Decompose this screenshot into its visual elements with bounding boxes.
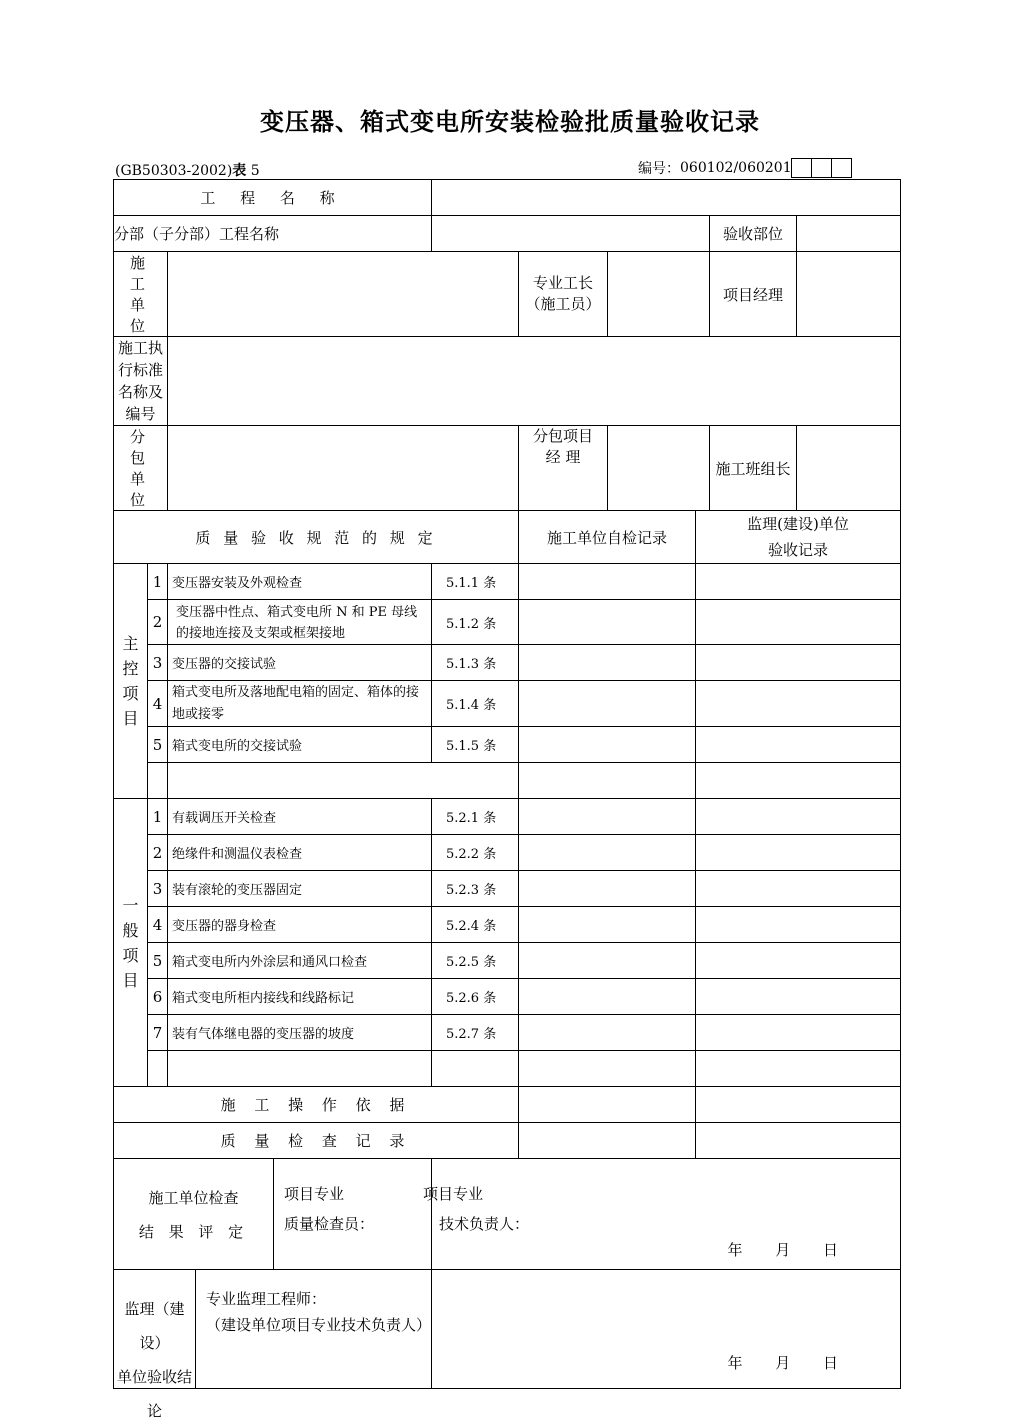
main-item-text: 变压器中性点、箱式变电所 N 和 PE 母线的接地连接及支架或框架接地 (168, 600, 432, 645)
sub-pm-value[interactable] (608, 426, 710, 511)
page-title: 变压器、箱式变电所安装检验批质量验收记录 (260, 108, 760, 136)
general-item-no: 5 (148, 943, 168, 979)
standard-prefix: (GB50303-2002) (115, 163, 233, 179)
general-item-clause: 5.2.2 条 (432, 835, 519, 871)
general-item-text: 装有气体继电器的变压器的坡度 (168, 1015, 432, 1051)
main-item-supervision[interactable] (696, 763, 901, 799)
standard-label (114, 337, 168, 426)
general-char-2: 般 (122, 920, 139, 940)
subcontractor-label: 分 包 单 位 (114, 426, 168, 511)
foreman-label (519, 252, 608, 337)
main-item-self-check[interactable] (519, 681, 696, 727)
code-box-3[interactable] (831, 158, 852, 178)
main-control-char-4: 目 (122, 709, 139, 728)
main-control-char-3: 项 (122, 684, 139, 703)
general-item-clause: 5.2.3 条 (432, 871, 519, 907)
code-box-2[interactable] (811, 158, 832, 178)
contractor-eval-date: 年 月 日 (727, 1241, 853, 1259)
general-char-3: 项 (122, 945, 139, 965)
main-item-text: 箱式变电所及落地配电箱的固定、箱体的接地或接零 (168, 681, 432, 727)
general-item-clause: 5.2.6 条 (432, 979, 519, 1015)
foreman-value[interactable] (608, 252, 710, 337)
construction-unit-label: 施 工 单 位 (114, 252, 168, 337)
general-item-clause: 5.2.5 条 (432, 943, 519, 979)
main-item-no-blank (148, 763, 168, 799)
acceptance-part-value[interactable] (797, 216, 901, 252)
project-manager-label: 项目经理 (710, 252, 797, 337)
main-item-clause: 5.1.5 条 (432, 727, 519, 763)
general-item-clause: 5.2.7 条 (432, 1015, 519, 1051)
supervision-eval-label (114, 1270, 196, 1420)
supervision-header-2: 验收记录 (768, 541, 829, 559)
contractor-eval-label (114, 1159, 274, 1269)
general-char-1: 一 (122, 895, 139, 915)
general-item-clause: 5.2.1 条 (432, 799, 519, 835)
tech-lead-label-1: 项目专业 (423, 1185, 484, 1203)
general-label (114, 799, 148, 1087)
main-item-self-check[interactable] (519, 645, 696, 681)
owner-rep-label: （建设单位项目专业技术负责人） (205, 1316, 431, 1334)
code-value: 060102/060201 (680, 160, 792, 176)
general-item-no: 7 (148, 1015, 168, 1051)
general-char-4: 目 (122, 970, 139, 990)
basis-label: 施 工 操 作 依 据 (114, 1087, 519, 1123)
main-item-self-check[interactable] (519, 727, 696, 763)
main-item-supervision[interactable] (696, 600, 901, 645)
general-item-self-check[interactable] (519, 799, 696, 835)
team-leader-value[interactable] (797, 426, 901, 511)
subcontractor-value[interactable] (168, 426, 519, 511)
general-item-supervision[interactable] (696, 1051, 901, 1087)
general-item-no: 4 (148, 907, 168, 943)
tech-lead-block (423, 1179, 529, 1239)
quality-record-supervision[interactable] (696, 1123, 901, 1159)
general-item-self-check[interactable] (519, 979, 696, 1015)
standard-value[interactable] (168, 337, 901, 426)
general-item-supervision[interactable] (696, 907, 901, 943)
main-item-no: 2 (148, 600, 168, 645)
main-item-clause: 5.1.3 条 (432, 645, 519, 681)
standard-table-label: 表 (232, 163, 247, 179)
general-item-no: 3 (148, 871, 168, 907)
general-item-blank[interactable] (168, 1051, 432, 1087)
supervision-eval-label-1: 监理（建设） (124, 1300, 185, 1352)
general-item-self-check[interactable] (519, 907, 696, 943)
inspector-label-2: 质量检查员： (284, 1215, 375, 1233)
general-item-self-check[interactable] (519, 1051, 696, 1087)
project-name-label: 工 程 名 称 (114, 180, 432, 216)
main-item-clause: 5.1.2 条 (432, 600, 519, 645)
general-item-text: 箱式变电所柜内接线和线路标记 (168, 979, 432, 1015)
general-item-text: 绝缘件和测温仪表检查 (168, 835, 432, 871)
contractor-eval-label-2: 结 果 评 定 (138, 1223, 249, 1241)
main-item-self-check[interactable] (519, 564, 696, 600)
general-item-text: 变压器的器身检查 (168, 907, 432, 943)
main-item-no: 5 (148, 727, 168, 763)
general-item-supervision[interactable] (696, 1015, 901, 1051)
main-item-supervision[interactable] (696, 645, 901, 681)
general-item-text: 箱式变电所内外涂层和通风口检查 (168, 943, 432, 979)
sub-pm-label-1: 分包项目 (532, 427, 593, 445)
supervision-engineer-label: 专业监理工程师： (205, 1290, 326, 1308)
sub-project-text: 分部（子分部）工程名称 (114, 225, 280, 243)
inspection-form (113, 179, 901, 1420)
general-item-text: 装有滚轮的变压器固定 (168, 871, 432, 907)
supervision-eval-sign[interactable] (432, 1270, 901, 1389)
general-item-clause-blank[interactable] (432, 1051, 519, 1087)
general-item-supervision[interactable] (696, 799, 901, 835)
standard-ref (115, 160, 260, 180)
contractor-eval-label-1: 施工单位检查 (148, 1189, 239, 1207)
contractor-eval-sign[interactable] (423, 1159, 901, 1270)
project-manager-value[interactable] (797, 252, 901, 337)
general-item-supervision[interactable] (696, 835, 901, 871)
general-item-self-check[interactable] (519, 943, 696, 979)
main-item-supervision[interactable] (696, 681, 901, 727)
basis-supervision[interactable] (696, 1087, 901, 1123)
general-item-supervision[interactable] (696, 979, 901, 1015)
main-item-clause: 5.1.1 条 (432, 564, 519, 600)
main-item-self-check[interactable] (519, 763, 696, 799)
acceptance-part-label: 验收部位 (710, 216, 797, 252)
supervision-eval-label-2: 单位验收结论 (116, 1368, 192, 1420)
contractor-eval-inspector (274, 1159, 431, 1269)
main-control-char-1: 主 (122, 634, 139, 653)
code-box-1[interactable] (791, 158, 812, 178)
supervision-eval-cell (114, 1270, 432, 1420)
supervision-header-1: 监理(建设)单位 (747, 515, 849, 533)
supervision-eval-date: 年 月 日 (727, 1354, 853, 1372)
general-item-self-check[interactable] (519, 1015, 696, 1051)
general-item-clause: 5.2.4 条 (432, 907, 519, 943)
general-item-self-check[interactable] (519, 835, 696, 871)
code-label: 编号： (638, 161, 680, 177)
main-item-supervision[interactable] (696, 564, 901, 600)
form-code (638, 158, 852, 178)
sub-project-value[interactable] (432, 216, 710, 252)
main-item-clause: 5.1.4 条 (432, 681, 519, 727)
team-leader-label: 施工班组长 (710, 426, 797, 511)
general-item-no: 6 (148, 979, 168, 1015)
main-item-text: 变压器安装及外观检查 (168, 564, 432, 600)
foreman-label-1: 专业工长 (532, 274, 593, 292)
main-control-char-2: 控 (122, 659, 139, 678)
main-item-no: 3 (148, 645, 168, 681)
main-item-supervision[interactable] (696, 727, 901, 763)
self-check-header: 施工单位自检记录 (519, 511, 696, 564)
general-item-self-check[interactable] (519, 871, 696, 907)
main-item-self-check[interactable] (519, 600, 696, 645)
main-item-blank[interactable] (168, 763, 519, 799)
sub-pm-label-2: 经 理 (545, 448, 581, 466)
main-item-text: 变压器的交接试验 (168, 645, 432, 681)
contractor-eval-cell (114, 1159, 432, 1270)
general-item-no-blank (148, 1051, 168, 1087)
general-item-text: 有载调压开关检查 (168, 799, 432, 835)
supervision-header (696, 511, 901, 564)
sub-pm-label (519, 426, 608, 511)
main-control-label (114, 564, 148, 799)
quality-record-self-check[interactable] (519, 1123, 696, 1159)
spec-header: 质 量 验 收 规 范 的 规 定 (114, 511, 519, 564)
foreman-label-2: （施工员） (525, 295, 601, 313)
main-item-no: 4 (148, 681, 168, 727)
tech-lead-label-2: 技术负责人： (439, 1215, 530, 1233)
main-item-text: 箱式变电所的交接试验 (168, 727, 432, 763)
supervision-eval-text (196, 1270, 431, 1388)
general-item-no: 2 (148, 835, 168, 871)
standard-number: 5 (250, 163, 260, 179)
standard-label-1: 施工执行标准 (118, 339, 164, 379)
general-item-supervision[interactable] (696, 871, 901, 907)
inspector-label-1: 项目专业 (284, 1185, 345, 1203)
sub-project-label (114, 216, 432, 252)
quality-record-label: 质 量 检 查 记 录 (114, 1123, 519, 1159)
standard-label-2: 名称及编号 (118, 383, 164, 423)
basis-self-check[interactable] (519, 1087, 696, 1123)
general-item-supervision[interactable] (696, 943, 901, 979)
general-item-no: 1 (148, 799, 168, 835)
project-name-value[interactable] (432, 180, 901, 216)
main-item-no: 1 (148, 564, 168, 600)
construction-unit-value[interactable] (168, 252, 519, 337)
